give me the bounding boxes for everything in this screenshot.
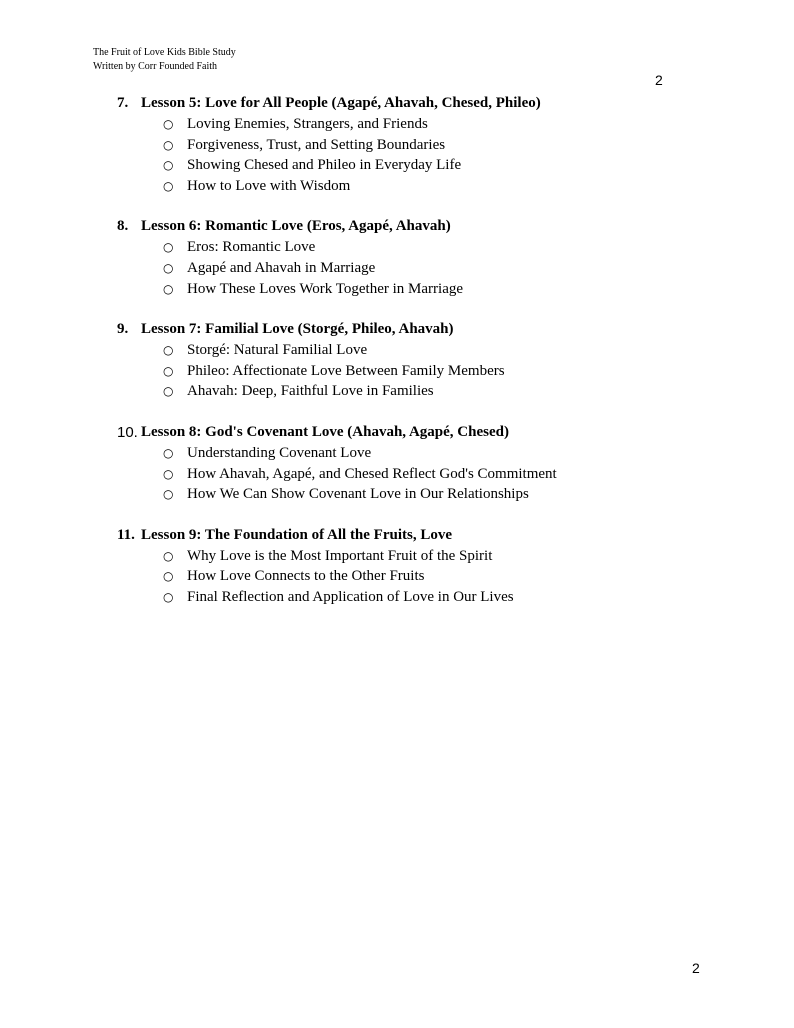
- list-item: [0, 114, 794, 135]
- list-item-text: Why Love is the Most Important Fruit of the Spirit: [187, 547, 493, 564]
- list-item: [0, 176, 794, 197]
- section-number: 7.: [117, 95, 129, 111]
- list-item: [0, 279, 794, 300]
- section-title: [0, 319, 794, 340]
- list-item-text: Loving Enemies, Strangers, and Friends: [187, 116, 428, 132]
- section-title: [0, 422, 794, 443]
- circle-bullet-icon: ○: [163, 137, 174, 152]
- list-item-text: Understanding Covenant Love: [187, 444, 372, 461]
- section-title-text: Lesson 9: The Foundation of All the Fruits, Love: [141, 526, 453, 543]
- list-item: [0, 361, 794, 382]
- circle-bullet-icon: ○: [163, 178, 174, 193]
- list-item: [0, 237, 794, 258]
- list-item: [0, 135, 794, 156]
- list-item: [0, 381, 794, 402]
- document-header: [93, 46, 236, 74]
- list-item-text: How These Loves Work Together in Marriage: [187, 280, 464, 297]
- list-item-text: Forgiveness, Trust, and Setting Boundaries: [187, 136, 446, 153]
- list-item-text: How Love Connects to the Other Fruits: [187, 568, 425, 585]
- section-title-text: Lesson 7: Familial Love (Storgé, Phileo, Ahavah): [141, 321, 454, 338]
- circle-bullet-icon: ○: [163, 487, 174, 502]
- list-item: [0, 546, 794, 567]
- section-number: 8.: [117, 218, 129, 235]
- header-title: The Fruit of Love Kids Bible Study: [93, 47, 236, 58]
- circle-bullet-icon: ○: [163, 569, 174, 584]
- section-title: [0, 525, 794, 546]
- section-title: [0, 216, 794, 237]
- circle-bullet-icon: ○: [163, 466, 174, 481]
- circle-bullet-icon: ○: [163, 445, 174, 460]
- circle-bullet-icon: ○: [163, 384, 174, 399]
- list-item-text: How to Love with Wisdom: [187, 177, 351, 194]
- section-lesson-5: [0, 93, 794, 196]
- circle-bullet-icon: ○: [163, 240, 174, 255]
- circle-bullet-icon: ○: [163, 589, 174, 604]
- list-item: [0, 443, 794, 464]
- list-item-text: How Ahavah, Agapé, and Chesed Reflect God's Commitment: [187, 465, 557, 482]
- list-item-text: Ahavah: Deep, Faithful Love in Families: [187, 383, 434, 400]
- list-item-text: How We Can Show Covenant Love in Our Relationships: [187, 486, 529, 503]
- list-item-text: Phileo: Affectionate Love Between Family Members: [187, 362, 505, 379]
- list-item: [0, 464, 794, 485]
- list-item: [0, 340, 794, 361]
- circle-bullet-icon: ○: [163, 343, 174, 358]
- lesson-outline: [0, 93, 794, 628]
- list-item: [0, 484, 794, 505]
- list-item-text: Final Reflection and Application of Love in Our Lives: [187, 588, 514, 605]
- list-item-text: Showing Chesed and Phileo in Everyday Life: [187, 157, 462, 174]
- list-item-text: Eros: Romantic Love: [187, 239, 316, 256]
- page-number-bottom: 2: [692, 960, 700, 976]
- section-title-text: Lesson 8: God's Covenant Love (Ahavah, Agapé, Chesed): [141, 423, 509, 440]
- list-item-text: Agapé and Ahavah in Marriage: [187, 259, 376, 276]
- section-title-text: Lesson 5: Love for All People (Agapé, Ahavah, Chesed, Phileo): [141, 95, 541, 111]
- circle-bullet-icon: ○: [163, 158, 174, 173]
- list-item: [0, 155, 794, 176]
- circle-bullet-icon: ○: [163, 117, 174, 131]
- list-item: [0, 258, 794, 279]
- circle-bullet-icon: ○: [163, 281, 174, 296]
- circle-bullet-icon: ○: [163, 548, 174, 563]
- section-title-text: Lesson 6: Romantic Love (Eros, Agapé, Ahavah): [141, 218, 451, 235]
- section-number: 11.: [117, 526, 135, 543]
- section-lesson-6: [0, 216, 794, 299]
- section-lesson-7: [0, 319, 794, 402]
- header-author: Written by Corr Founded Faith: [93, 61, 218, 72]
- section-lesson-9: [0, 525, 794, 608]
- section-title: [0, 93, 794, 114]
- section-number: 9.: [117, 321, 129, 338]
- page-number-top: 2: [655, 72, 663, 88]
- circle-bullet-icon: ○: [163, 363, 174, 378]
- list-item-text: Storgé: Natural Familial Love: [187, 342, 368, 359]
- section-number: 10.: [117, 423, 138, 441]
- list-item: [0, 587, 794, 608]
- list-item: [0, 566, 794, 587]
- section-lesson-8: [0, 422, 794, 505]
- circle-bullet-icon: ○: [163, 260, 174, 275]
